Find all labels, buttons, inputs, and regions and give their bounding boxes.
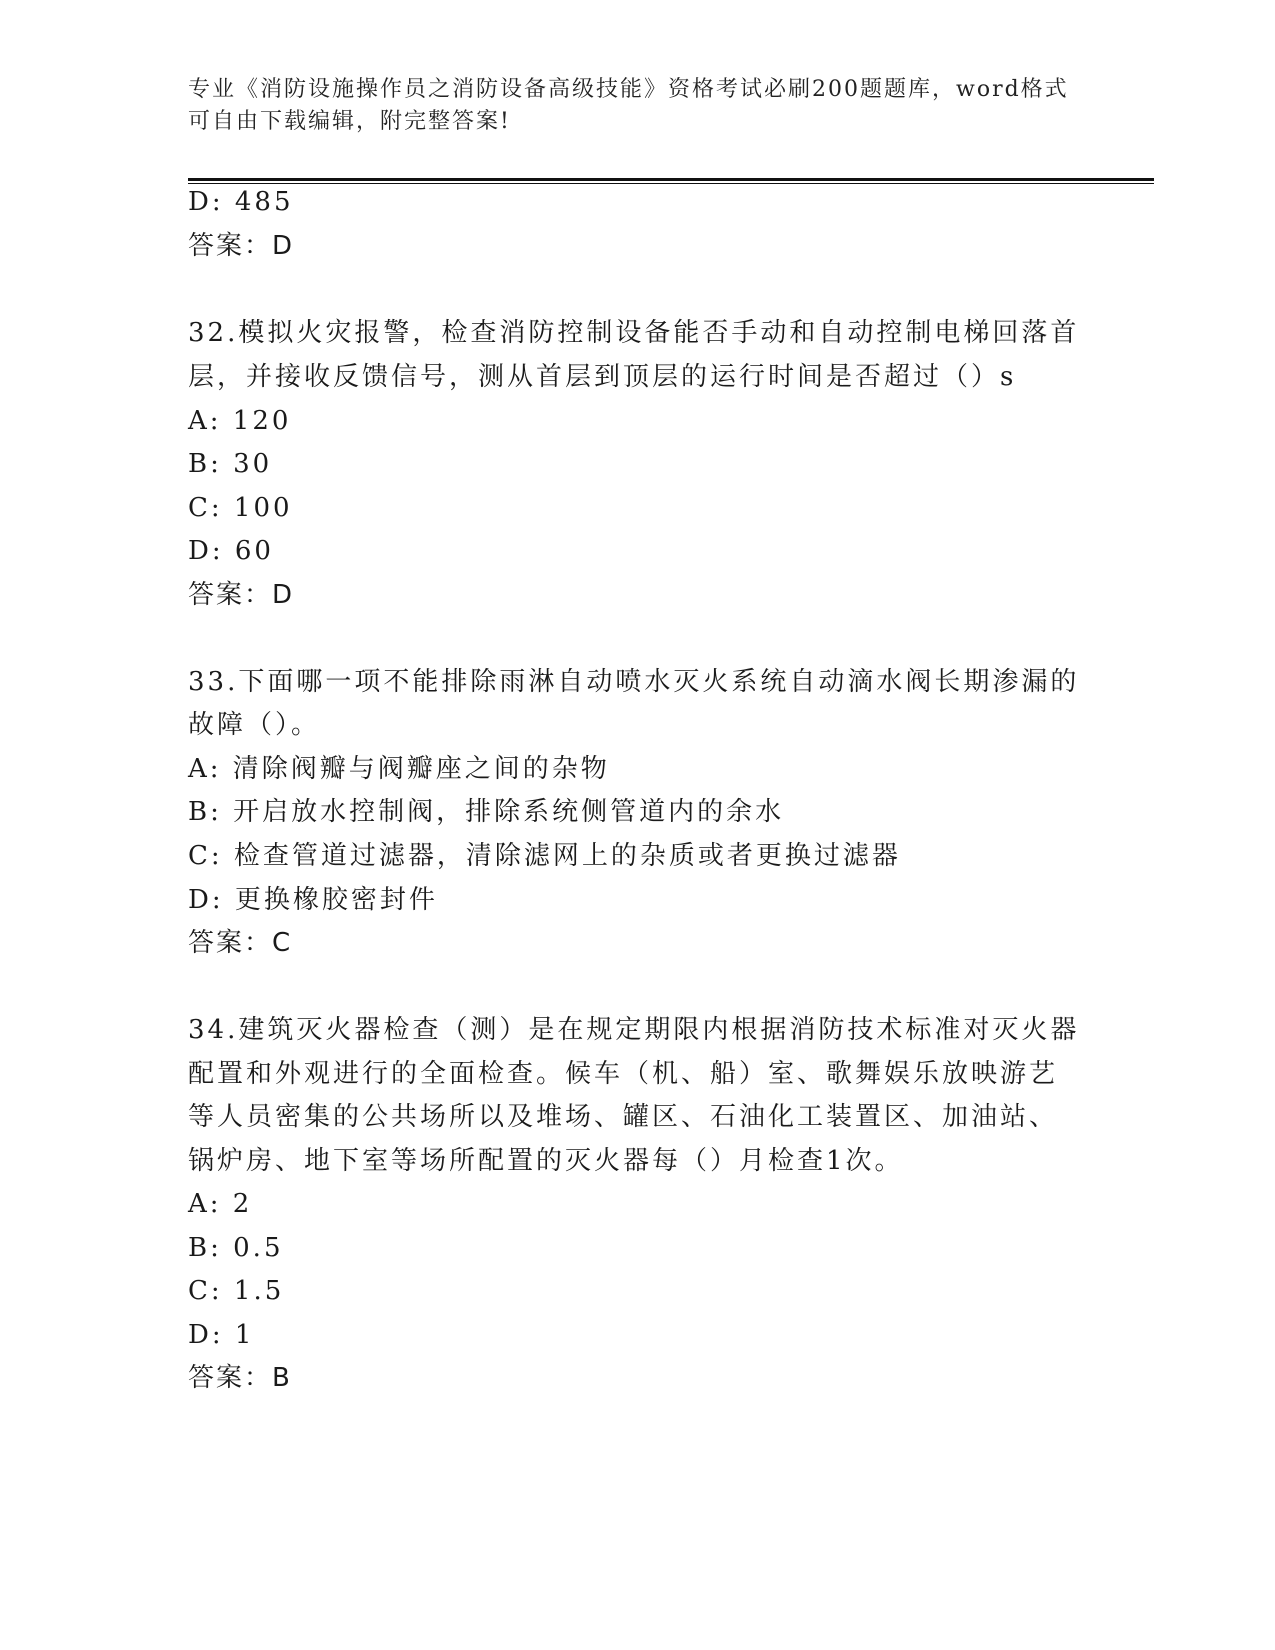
q34-option-a: A: 2	[188, 1189, 253, 1219]
q34-stem-line-4: 锅炉房、地下室等场所配置的灭火器每（）月检查1次。	[188, 1146, 904, 1176]
q32-answer: 答案：D	[188, 580, 295, 610]
q33-stem-line-1: 33.下面哪一项不能排除雨淋自动喷水灭火系统自动滴水阀长期渗漏的	[188, 667, 1080, 697]
q33-answer: 答案：C	[188, 928, 293, 958]
prev-option-d: D: 485	[188, 187, 294, 217]
header-divider-thick	[188, 178, 1154, 181]
q32-option-c: C: 100	[188, 493, 293, 523]
q32-option-d: D: 60	[188, 536, 274, 566]
q33-option-a: A: 清除阀瓣与阀瓣座之间的杂物	[188, 754, 610, 784]
q33-stem-line-2: 故障（）。	[188, 710, 321, 740]
q32-stem-line-2: 层，并接收反馈信号，测从首层到顶层的运行时间是否超过（）s	[188, 362, 1017, 392]
q34-stem-line-2: 配置和外观进行的全面检查。候车（机、船）室、歌舞娱乐放映游艺	[188, 1059, 1059, 1089]
q34-option-c: C: 1.5	[188, 1276, 285, 1306]
header-divider-thin	[188, 183, 1154, 184]
prev-answer: 答案：D	[188, 231, 295, 261]
q34-stem-line-1: 34.建筑灭火器检查（测）是在规定期限内根据消防技术标准对灭火器	[188, 1015, 1080, 1045]
q34-stem-line-3: 等人员密集的公共场所以及堆场、罐区、石油化工装置区、加油站、	[188, 1102, 1059, 1132]
q33-option-c: C: 检查管道过滤器，清除滤网上的杂质或者更换过滤器	[188, 841, 901, 871]
q34-option-b: B: 0.5	[188, 1233, 284, 1263]
q32-option-a: A: 120	[188, 406, 292, 436]
q33-option-b: B: 开启放水控制阀，排除系统侧管道内的余水	[188, 797, 785, 827]
document-header: 专业《消防设施操作员之消防设备高级技能》资格考试必刷200题题库，word格式可自由下载编辑，附完整答案!	[188, 77, 1069, 134]
q32-stem-line-1: 32.模拟火灾报警，检查消防控制设备能否手动和自动控制电梯回落首	[188, 318, 1080, 348]
q34-option-d: D: 1	[188, 1320, 255, 1350]
q33-option-d: D: 更换橡胶密封件	[188, 885, 438, 915]
q32-option-b: B: 30	[188, 449, 273, 479]
q34-answer: 答案：B	[188, 1363, 292, 1393]
